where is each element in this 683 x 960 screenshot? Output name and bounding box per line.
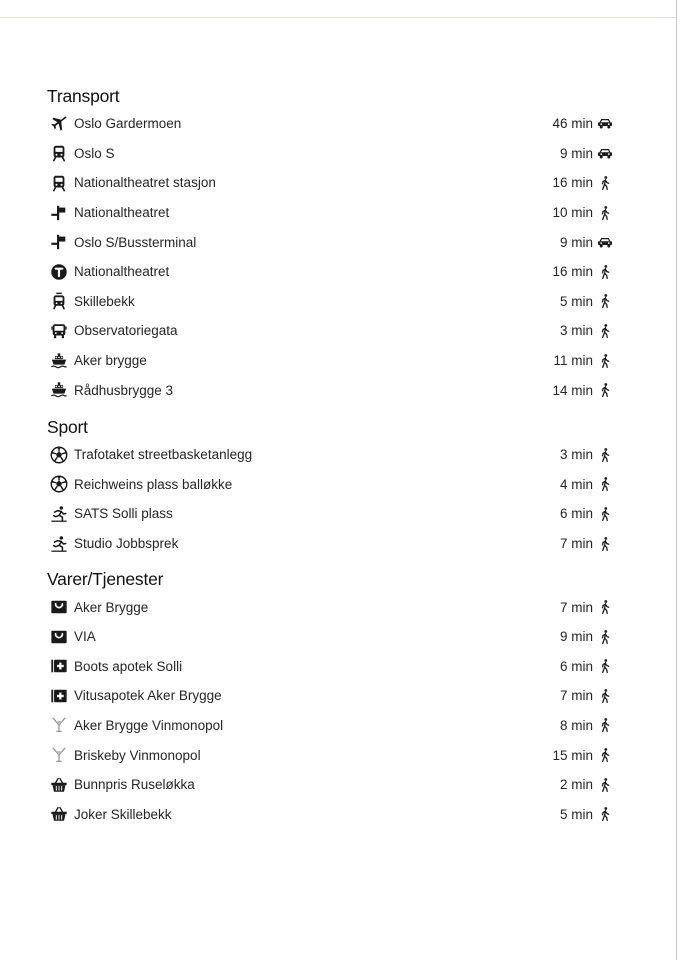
football-icon (50, 474, 74, 494)
car-icon (597, 117, 613, 131)
list-item (47, 499, 613, 529)
travel-time: 14 min (552, 382, 593, 398)
place-name: SATS Solli plass (74, 506, 173, 522)
bus-stop-icon (50, 232, 74, 252)
travel-time: 6 min (559, 658, 593, 674)
section-gap (47, 558, 613, 567)
list-item (47, 681, 613, 711)
walk-icon (597, 176, 613, 190)
travel-time: 9 min (559, 145, 593, 161)
place-name: Studio Jobbsprek (74, 536, 179, 552)
list-item (47, 440, 613, 470)
travel-time: 16 min (552, 175, 593, 191)
grocery-basket-icon (50, 804, 74, 824)
walk-icon (597, 778, 613, 792)
shopping-bag-icon (50, 597, 74, 617)
walk-icon (597, 354, 613, 368)
walk-icon (597, 689, 613, 703)
travel-time: 4 min (559, 476, 593, 492)
fitness-icon (50, 504, 74, 524)
list-item (47, 257, 613, 287)
travel-time: 10 min (552, 205, 593, 221)
list-item (47, 375, 613, 405)
walk-icon (597, 537, 613, 551)
place-name: Vitusapotek Aker Brygge (74, 688, 222, 704)
list-item (47, 740, 613, 770)
list-item (47, 529, 613, 559)
list-item (47, 711, 613, 741)
walk-icon (597, 383, 613, 397)
walk-icon (597, 206, 613, 220)
place-name: Oslo Gardermoen (74, 116, 182, 132)
travel-time: 3 min (559, 323, 593, 339)
list-item (47, 799, 613, 829)
section-gap (47, 405, 613, 415)
walk-icon (597, 324, 613, 338)
travel-time: 46 min (552, 116, 593, 132)
section-transport (47, 84, 613, 405)
travel-time: 9 min (559, 234, 593, 250)
place-name: Joker Skillebekk (74, 806, 172, 822)
walk-icon (597, 659, 613, 673)
place-name: Briskeby Vinmonopol (74, 747, 201, 763)
place-name: Oslo S (74, 145, 115, 161)
walk-icon (597, 507, 613, 521)
walk-icon (597, 477, 613, 491)
list-item (47, 227, 613, 257)
travel-time: 5 min (559, 806, 593, 822)
metro-icon (50, 262, 74, 282)
airplane-icon (50, 114, 74, 134)
wine-glass-icon (50, 745, 74, 765)
place-name: Observatoriegata (74, 323, 178, 339)
walk-icon (597, 748, 613, 762)
grocery-basket-icon (50, 775, 74, 795)
walk-icon (597, 807, 613, 821)
travel-time: 7 min (559, 536, 593, 552)
place-name: VIA (74, 629, 96, 645)
place-name: Skillebekk (74, 293, 135, 309)
list-item (47, 622, 613, 652)
travel-time: 15 min (552, 747, 593, 763)
section-sport (47, 415, 613, 558)
walk-icon (597, 294, 613, 308)
travel-time: 3 min (559, 447, 593, 463)
travel-time: 11 min (553, 353, 593, 369)
list-item (47, 109, 613, 139)
walk-icon (597, 265, 613, 279)
list-item (47, 198, 613, 228)
top-divider (0, 17, 676, 18)
list-item (47, 139, 613, 169)
place-name: Aker Brygge Vinmonopol (74, 717, 224, 733)
ferry-icon (50, 351, 74, 371)
ferry-icon (50, 380, 74, 400)
pharmacy-icon (50, 686, 74, 706)
list-item (47, 770, 613, 800)
travel-time: 9 min (559, 629, 593, 645)
travel-time: 16 min (552, 264, 593, 280)
train-icon (50, 143, 74, 163)
fitness-icon (50, 534, 74, 554)
travel-time: 6 min (559, 506, 593, 522)
car-icon (597, 146, 613, 160)
list-item (47, 168, 613, 198)
travel-time: 2 min (559, 777, 593, 793)
wine-glass-icon (50, 715, 74, 735)
list-item (47, 346, 613, 376)
pharmacy-icon (50, 656, 74, 676)
section-title: Transport (47, 86, 120, 106)
tram-icon (50, 291, 74, 311)
place-name: Nationaltheatret (74, 205, 170, 221)
place-name: Reichweins plass balløkke (74, 476, 233, 492)
travel-time: 7 min (559, 688, 593, 704)
place-name: Aker Brygge (74, 599, 149, 615)
place-name: Nationaltheatret stasjon (74, 175, 216, 191)
place-name: Oslo S/Bussterminal (74, 234, 197, 250)
section-title: Sport (47, 416, 88, 437)
list-item (47, 470, 613, 500)
nearby-places-list (47, 84, 613, 829)
section-title: Varer/Tjenester (47, 569, 164, 590)
walk-icon (597, 600, 613, 614)
right-divider (676, 0, 677, 960)
shopping-bag-icon (50, 627, 74, 647)
place-name: Boots apotek Solli (74, 658, 183, 674)
section-varer-tjenester (47, 567, 613, 829)
list-item (47, 652, 613, 682)
travel-time: 7 min (559, 599, 593, 615)
walk-icon (597, 448, 613, 462)
train-icon (50, 173, 74, 193)
list-item (47, 287, 613, 317)
list-item (47, 316, 613, 346)
football-icon (50, 445, 74, 465)
walk-icon (597, 630, 613, 644)
place-name: Bunnpris Ruseløkka (74, 777, 195, 793)
place-name: Trafotaket streetbasketanlegg (74, 447, 253, 463)
walk-icon (597, 718, 613, 732)
place-name: Rådhusbrygge 3 (74, 382, 174, 398)
travel-time: 8 min (559, 717, 593, 733)
place-name: Aker brygge (74, 353, 147, 369)
list-item (47, 592, 613, 622)
travel-time: 5 min (559, 293, 593, 309)
car-icon (597, 235, 613, 249)
bus-icon (50, 321, 74, 341)
bus-stop-icon (50, 203, 74, 223)
place-name: Nationaltheatret (74, 264, 170, 280)
